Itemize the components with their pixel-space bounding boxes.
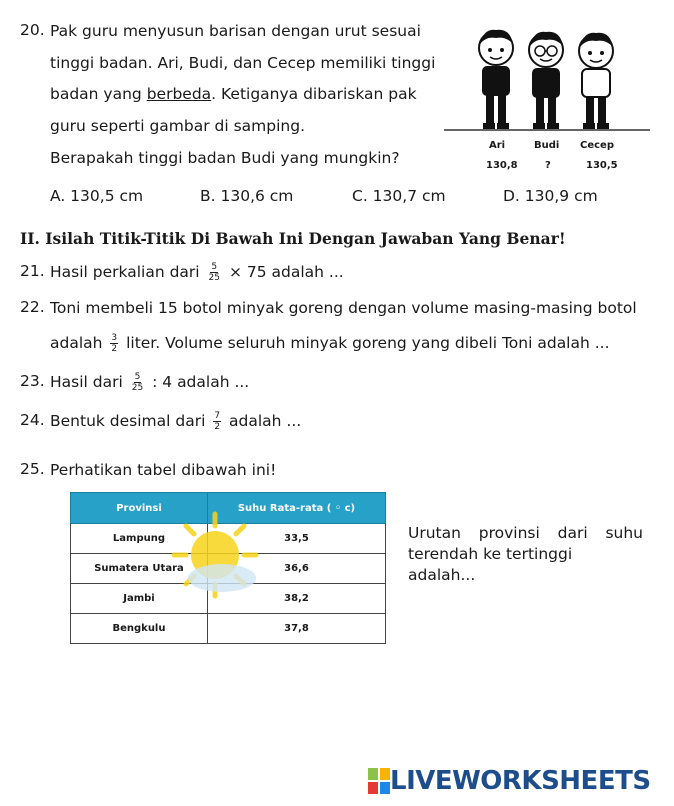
question-number: 24. bbox=[20, 411, 45, 429]
table-row bbox=[71, 614, 386, 644]
question-24 bbox=[50, 411, 301, 432]
table-header: Suhu Rata-rata ( ◦ c) bbox=[207, 493, 385, 524]
height-label: ? bbox=[545, 160, 551, 171]
question-number: 25. bbox=[20, 460, 45, 478]
option-d[interactable]: D. 130,9 cm bbox=[503, 187, 598, 205]
name-label: Ari bbox=[489, 140, 506, 151]
text-segment: adalah bbox=[50, 334, 103, 352]
table-cell: 33,5 bbox=[207, 524, 385, 554]
denominator: 2 bbox=[111, 344, 118, 354]
table-cell: 37,8 bbox=[207, 614, 385, 644]
question-number: 21. bbox=[20, 262, 45, 280]
numerator: 5 bbox=[211, 262, 218, 272]
question-25-prompt bbox=[408, 523, 643, 586]
liveworksheets-logo[interactable] bbox=[368, 766, 651, 796]
question-number: 22. bbox=[20, 298, 45, 316]
underlined-word: berbeda bbox=[146, 85, 212, 103]
prompt-line: Urutan provinsi dari suhu bbox=[408, 524, 643, 542]
denominator: 25 bbox=[131, 383, 144, 393]
table-header: Provinsi bbox=[71, 493, 208, 524]
fraction bbox=[110, 333, 118, 354]
name-label: Budi bbox=[534, 140, 560, 151]
text-segment: Hasil dari bbox=[50, 373, 123, 391]
text-segment: adalah ... bbox=[229, 412, 302, 430]
height-label: 130,8 bbox=[486, 160, 518, 171]
numerator: 5 bbox=[134, 372, 141, 382]
denominator: 2 bbox=[214, 422, 221, 432]
table-cell: Jambi bbox=[71, 584, 208, 614]
question-number: 23. bbox=[20, 372, 45, 390]
question-text-line: Perhatikan tabel dibawah ini! bbox=[50, 461, 277, 479]
section-title: II. Isilah Titik-Titik Di Bawah Ini Dengan Jawaban Yang Benar! bbox=[20, 229, 566, 248]
table-cell: 36,6 bbox=[207, 554, 385, 584]
text-segment: . Ketiganya dibariskan pak bbox=[211, 85, 417, 103]
question-text-line: Berapakah tinggi badan Budi yang mungkin? bbox=[50, 149, 400, 167]
table-cell: 38,2 bbox=[207, 584, 385, 614]
denominator: 25 bbox=[208, 273, 220, 283]
fraction bbox=[213, 411, 221, 432]
table-cell: Lampung bbox=[71, 524, 208, 554]
text-segment: liter. Volume seluruh minyak goreng yang dibeli Toni adalah ... bbox=[126, 334, 610, 352]
text-segment: × 75 adalah ... bbox=[228, 263, 344, 281]
question-text-line: Pak guru menyusun barisan dengan urut sesuai bbox=[50, 22, 421, 40]
brand-text: LIVEWORKSHEETS bbox=[390, 766, 651, 796]
fraction bbox=[131, 372, 144, 393]
table-cell: Sumatera Utara bbox=[71, 554, 208, 584]
option-c[interactable]: C. 130,7 cm bbox=[352, 187, 446, 205]
fraction bbox=[208, 262, 221, 283]
boys-illustration bbox=[440, 14, 652, 174]
table-cell: Bengkulu bbox=[71, 614, 208, 644]
option-b[interactable]: B. 130,6 cm bbox=[200, 187, 294, 205]
question-23 bbox=[50, 372, 249, 393]
name-label: Cecep bbox=[580, 140, 614, 151]
question-22-line2 bbox=[50, 333, 610, 354]
table-row bbox=[71, 554, 386, 584]
text-segment: : 4 adalah ... bbox=[152, 373, 250, 391]
text-segment: Hasil perkalian dari bbox=[50, 263, 200, 281]
height-label: 130,5 bbox=[586, 160, 618, 171]
question-number: 20. bbox=[20, 21, 45, 39]
numerator: 7 bbox=[214, 411, 221, 421]
question-text-line: Toni membeli 15 botol minyak goreng dengan volume masing-masing botol bbox=[50, 299, 637, 317]
text-segment: badan yang bbox=[50, 85, 142, 103]
logo-icon bbox=[368, 768, 390, 794]
table-row bbox=[71, 584, 386, 614]
option-a[interactable]: A. 130,5 cm bbox=[50, 187, 144, 205]
prompt-line: terendah ke tertinggi adalah... bbox=[408, 545, 573, 584]
numerator: 3 bbox=[111, 333, 118, 343]
table-row bbox=[71, 524, 386, 554]
text-segment: Bentuk desimal dari bbox=[50, 412, 206, 430]
question-21 bbox=[50, 262, 344, 283]
question-text-line bbox=[50, 84, 417, 104]
question-text-line: tinggi badan. Ari, Budi, dan Cecep memiliki tinggi bbox=[50, 54, 436, 72]
question-text-line: guru seperti gambar di samping. bbox=[50, 117, 306, 135]
